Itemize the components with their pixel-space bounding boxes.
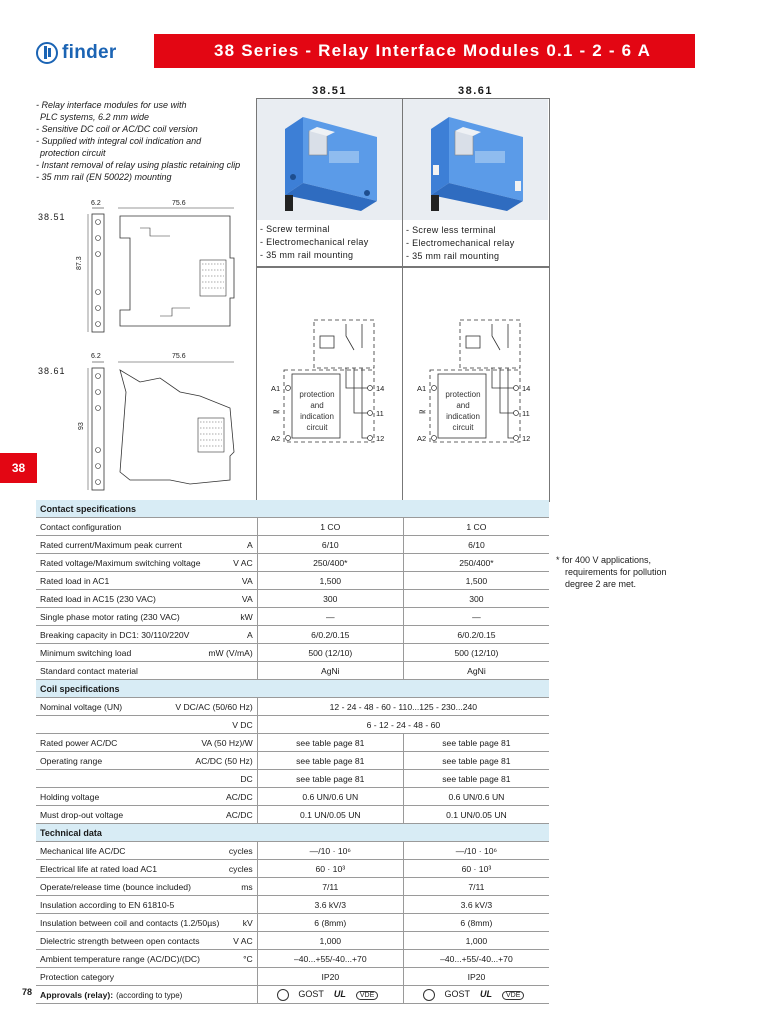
spec-row — [36, 608, 549, 626]
feature-item: - Screw less terminal — [406, 225, 496, 235]
spec-label-cell — [36, 572, 257, 590]
spec-label-cell — [36, 842, 257, 860]
drawing-label-38-61: 38.61 — [38, 366, 66, 376]
spec-unit: A — [247, 629, 253, 640]
spec-row — [36, 716, 549, 734]
spec-value-38-61: 6 (8mm) — [403, 914, 549, 932]
spec-label-cell — [36, 698, 257, 716]
spec-unit: V AC — [233, 557, 253, 568]
spec-label-cell — [36, 878, 257, 896]
spec-row — [36, 788, 549, 806]
spec-section-title: Coil specifications — [36, 680, 549, 698]
intro-line: - Sensitive DC coil or AC/DC coil version — [36, 124, 198, 134]
spec-unit: V DC — [232, 719, 253, 730]
spec-value-38-51: –40...+55/-40...+70 — [257, 950, 403, 968]
spec-row — [36, 860, 549, 878]
terminal-12: 12 — [522, 434, 531, 443]
spec-value-38-51: 6/10 — [257, 536, 403, 554]
spec-label-cell — [36, 644, 257, 662]
spec-value-38-51: — — [257, 608, 403, 626]
spec-value-38-61: see table page 81 — [403, 734, 549, 752]
ac-dc-symbol: ≃ — [272, 407, 281, 418]
spec-row — [36, 554, 549, 572]
spec-row — [36, 950, 549, 968]
spec-label: Contact configuration — [40, 521, 122, 532]
footnote — [556, 554, 716, 590]
footnote-line: * for 400 V applications, — [556, 555, 652, 565]
spec-value-38-61: 3.6 kV/3 — [403, 896, 549, 914]
spec-value-38-61: –40...+55/-40...+70 — [403, 950, 549, 968]
spec-row — [36, 842, 549, 860]
spec-label-cell — [36, 608, 257, 626]
dim-width-6-2: 6.2 — [91, 200, 101, 207]
spec-unit: V DC/AC (50/60 Hz) — [175, 701, 253, 712]
spec-label-cell — [36, 914, 257, 932]
spec-row — [36, 572, 549, 590]
spec-value-38-51: IP20 — [257, 968, 403, 986]
dim-height-87-3: 87.3 — [76, 256, 83, 270]
spec-unit: AC/DC — [225, 791, 253, 802]
spec-label: Electrical life at rated load AC1 — [40, 863, 158, 874]
spec-value-38-61: 6/10 — [403, 536, 549, 554]
finder-logo-icon — [36, 42, 58, 64]
spec-label: Mechanical life AC/DC — [40, 845, 126, 856]
spec-value-38-61: 1 CO — [403, 518, 549, 536]
terminal-a2: A2 — [271, 434, 281, 443]
spec-value-38-61: 60 · 10³ — [403, 860, 549, 878]
protection-text: circuit — [452, 423, 474, 432]
feature-item: - 35 mm rail mounting — [406, 251, 500, 261]
spec-section-row — [36, 680, 549, 698]
spec-value-38-61: see table page 81 — [403, 752, 549, 770]
spec-section-title: Technical data — [36, 824, 549, 842]
spec-row — [36, 986, 549, 1004]
spec-value-38-51: 0.6 UN/0.6 UN — [257, 788, 403, 806]
features-38-51 — [260, 223, 369, 262]
spec-row — [36, 626, 549, 644]
spec-value-38-51: see table page 81 — [257, 752, 403, 770]
spec-value-38-61: 0.1 UN/0.05 UN — [403, 806, 549, 824]
terminal-14: 14 — [376, 384, 385, 393]
spec-label: Insulation according to EN 61810-5 — [40, 899, 175, 910]
spec-value-38-61: —/10 · 10⁶ — [403, 842, 549, 860]
spec-value-38-51: 300 — [257, 590, 403, 608]
spec-value-38-61: 300 — [403, 590, 549, 608]
approvals-label — [36, 986, 257, 1004]
spec-value-38-61: 250/400* — [403, 554, 549, 572]
gost-mark: GOST — [298, 988, 324, 999]
spec-label: Rated power AC/DC — [40, 737, 118, 748]
spec-label-cell — [36, 590, 257, 608]
spec-label: Breaking capacity in DC1: 30/110/220V — [40, 629, 190, 640]
spec-row — [36, 590, 549, 608]
spec-value-38-51: AgNi — [257, 662, 403, 680]
approval-marks — [257, 986, 403, 1004]
spec-unit: mW (V/mA) — [208, 647, 253, 658]
csa-icon — [423, 989, 435, 1001]
footnote-line: requirements for pollution — [565, 567, 667, 577]
spec-label-cell — [36, 626, 257, 644]
spec-label-cell — [36, 932, 257, 950]
spec-value-38-51: 60 · 10³ — [257, 860, 403, 878]
spec-label-cell — [36, 752, 257, 770]
intro-line: protection circuit — [40, 148, 106, 158]
intro-bullets — [36, 99, 261, 183]
spec-label: Dielectric strength between open contacts — [40, 935, 200, 946]
protection-text: protection — [299, 390, 335, 399]
spec-value-38-51: 6 (8mm) — [257, 914, 403, 932]
section-tab: 38 — [0, 453, 37, 483]
spec-section-row — [36, 824, 549, 842]
protection-text: and — [310, 401, 324, 410]
spec-label: Must drop-out voltage — [40, 809, 124, 820]
spec-value-38-61: IP20 — [403, 968, 549, 986]
dim-width-6-2: 6.2 — [91, 353, 101, 360]
spec-unit: VA — [241, 593, 253, 604]
spec-value-38-51: 6/0.2/0.15 — [257, 626, 403, 644]
spec-unit: ms — [241, 881, 253, 892]
spec-unit: A — [247, 539, 253, 550]
csa-icon — [277, 989, 289, 1001]
spec-value-38-61: 1,000 — [403, 932, 549, 950]
spec-row — [36, 806, 549, 824]
wiring-box-divider — [402, 266, 403, 500]
terminal-a1: A1 — [271, 384, 281, 393]
spec-unit: °C — [243, 953, 253, 964]
spec-value-38-61: 500 (12/10) — [403, 644, 549, 662]
spec-row — [36, 932, 549, 950]
spec-label: Rated load in AC15 (230 VAC) — [40, 593, 156, 604]
spec-row — [36, 752, 549, 770]
intro-line: PLC systems, 6.2 mm wide — [40, 112, 150, 122]
spec-value-38-51: 0.1 UN/0.05 UN — [257, 806, 403, 824]
terminal-a1: A1 — [417, 384, 427, 393]
spec-label: Holding voltage — [40, 791, 100, 802]
spec-row — [36, 644, 549, 662]
terminal-11: 11 — [376, 409, 384, 418]
spec-unit: kV — [242, 917, 253, 928]
protection-text: indication — [446, 412, 480, 421]
spec-label: Minimum switching load — [40, 647, 132, 658]
spec-table — [36, 500, 549, 1004]
spec-value-38-51: 7/11 — [257, 878, 403, 896]
spec-unit: VA (50 Hz)/W — [201, 737, 253, 748]
spec-label: Single phase motor rating (230 VAC) — [40, 611, 180, 622]
spec-label-cell — [36, 662, 257, 680]
spec-row — [36, 968, 549, 986]
terminal-11: 11 — [522, 409, 530, 418]
spec-value-38-51: see table page 81 — [257, 734, 403, 752]
approvals-sub: (according to type) — [116, 990, 183, 1000]
feature-item: - Electromechanical relay — [406, 238, 515, 248]
dim-height-93: 93 — [78, 422, 85, 430]
spec-label: Insulation between coil and contacts (1.2/50µs) — [40, 917, 220, 928]
page-title: 38 Series - Relay Interface Modules 0.1 - 2 - 6 A — [214, 41, 652, 60]
finder-logo — [36, 40, 117, 66]
spec-value-38-61: AgNi — [403, 662, 549, 680]
spec-value-38-51: 250/400* — [257, 554, 403, 572]
spec-value-38-51: 1 CO — [257, 518, 403, 536]
spec-label-cell — [36, 536, 257, 554]
spec-unit: DC — [240, 773, 253, 784]
spec-label-cell — [36, 554, 257, 572]
spec-label: Standard contact material — [40, 665, 138, 676]
spec-label: Rated load in AC1 — [40, 575, 110, 586]
spec-row — [36, 518, 549, 536]
spec-value-38-61: 6/0.2/0.15 — [403, 626, 549, 644]
approvals-title: Approvals (relay): — [40, 989, 114, 1000]
spec-label-cell — [36, 518, 257, 536]
spec-unit: V AC — [233, 935, 253, 946]
spec-value-38-51: 1,500 — [257, 572, 403, 590]
page-number: 78 — [22, 987, 33, 997]
spec-section-row — [36, 500, 549, 518]
spec-value-38-51: —/10 · 10⁶ — [257, 842, 403, 860]
brand-name: finder — [62, 42, 117, 63]
ul-mark: UL — [333, 988, 346, 999]
spec-label: Ambient temperature range (AC/DC)/(DC) — [40, 953, 200, 964]
spec-value-38-61: 7/11 — [403, 878, 549, 896]
spec-row — [36, 662, 549, 680]
product-image-38-61 — [403, 99, 548, 220]
product-code-1: 38.51 — [312, 85, 348, 97]
feature-item: - Electromechanical relay — [260, 237, 369, 247]
dim-width-75-6: 75.6 — [172, 353, 186, 360]
protection-text: and — [456, 401, 470, 410]
features-38-61 — [406, 224, 515, 263]
spec-unit: cycles — [228, 863, 253, 874]
spec-unit: VA — [241, 575, 253, 586]
spec-unit: kW — [240, 611, 253, 622]
approval-marks — [403, 986, 549, 1004]
spec-label: Rated current/Maximum peak current — [40, 539, 182, 550]
spec-label-cell — [36, 788, 257, 806]
gost-mark: GOST — [444, 988, 470, 999]
spec-label-cell — [36, 860, 257, 878]
intro-line: - Relay interface modules for use with — [36, 100, 187, 110]
spec-value-38-61: 1,500 — [403, 572, 549, 590]
spec-value: 12 - 24 - 48 - 60 - 110...125 - 230...240 — [257, 698, 549, 716]
intro-line: - Supplied with integral coil indication and — [36, 136, 202, 146]
spec-value-38-61: see table page 81 — [403, 770, 549, 788]
spec-label: Operate/release time (bounce included) — [40, 881, 191, 892]
spec-label-cell — [36, 770, 257, 788]
ul-mark: UL — [479, 988, 492, 999]
footnote-line: degree 2 are met. — [565, 579, 637, 589]
dimension-drawing-38-61 — [70, 352, 250, 494]
spec-value-38-61: 0.6 UN/0.6 UN — [403, 788, 549, 806]
title-bar — [154, 34, 695, 68]
spec-value-38-51: 1,000 — [257, 932, 403, 950]
dimension-drawing-38-51 — [70, 198, 250, 340]
spec-row — [36, 770, 549, 788]
spec-section-title: Contact specifications — [36, 500, 549, 518]
spec-value-38-51: 3.6 kV/3 — [257, 896, 403, 914]
product-code-2: 38.61 — [458, 85, 494, 97]
spec-value-38-51: 500 (12/10) — [257, 644, 403, 662]
spec-label-cell — [36, 806, 257, 824]
protection-circuit-label-1 — [293, 389, 341, 433]
drawing-label-38-51: 38.51 — [38, 212, 66, 222]
spec-unit: AC/DC (50 Hz) — [195, 755, 253, 766]
ac-dc-symbol: ≃ — [418, 407, 427, 418]
protection-text: circuit — [306, 423, 328, 432]
spec-row — [36, 536, 549, 554]
spec-row — [36, 878, 549, 896]
spec-label-cell — [36, 950, 257, 968]
protection-text: indication — [300, 412, 334, 421]
vde-mark: VDE — [356, 991, 378, 1000]
vde-mark: VDE — [502, 991, 524, 1000]
terminal-14: 14 — [522, 384, 531, 393]
spec-label: Protection category — [40, 971, 115, 982]
spec-label-cell — [36, 734, 257, 752]
spec-row — [36, 698, 549, 716]
spec-unit: cycles — [228, 845, 253, 856]
terminal-a2: A2 — [417, 434, 427, 443]
spec-label-cell — [36, 896, 257, 914]
spec-row — [36, 896, 549, 914]
terminal-12: 12 — [376, 434, 385, 443]
dim-width-75-6: 75.6 — [172, 200, 186, 207]
spec-value-38-61: — — [403, 608, 549, 626]
spec-label: Nominal voltage (UN) — [40, 701, 123, 712]
protection-circuit-label-2 — [439, 389, 487, 433]
intro-line: - Instant removal of relay using plastic retaining clip — [36, 160, 241, 170]
spec-unit: AC/DC — [225, 809, 253, 820]
spec-row — [36, 734, 549, 752]
spec-value-38-51: see table page 81 — [257, 770, 403, 788]
spec-label-cell — [36, 716, 257, 734]
spec-row — [36, 914, 549, 932]
spec-value: 6 - 12 - 24 - 48 - 60 — [257, 716, 549, 734]
intro-line: - 35 mm rail (EN 50022) mounting — [36, 172, 172, 182]
spec-label: Rated voltage/Maximum switching voltage — [40, 557, 201, 568]
feature-item: - 35 mm rail mounting — [260, 250, 354, 260]
feature-item: - Screw terminal — [260, 224, 330, 234]
product-image-38-51 — [257, 99, 402, 220]
spec-label-cell — [36, 968, 257, 986]
spec-label: Operating range — [40, 755, 103, 766]
protection-text: protection — [445, 390, 481, 399]
